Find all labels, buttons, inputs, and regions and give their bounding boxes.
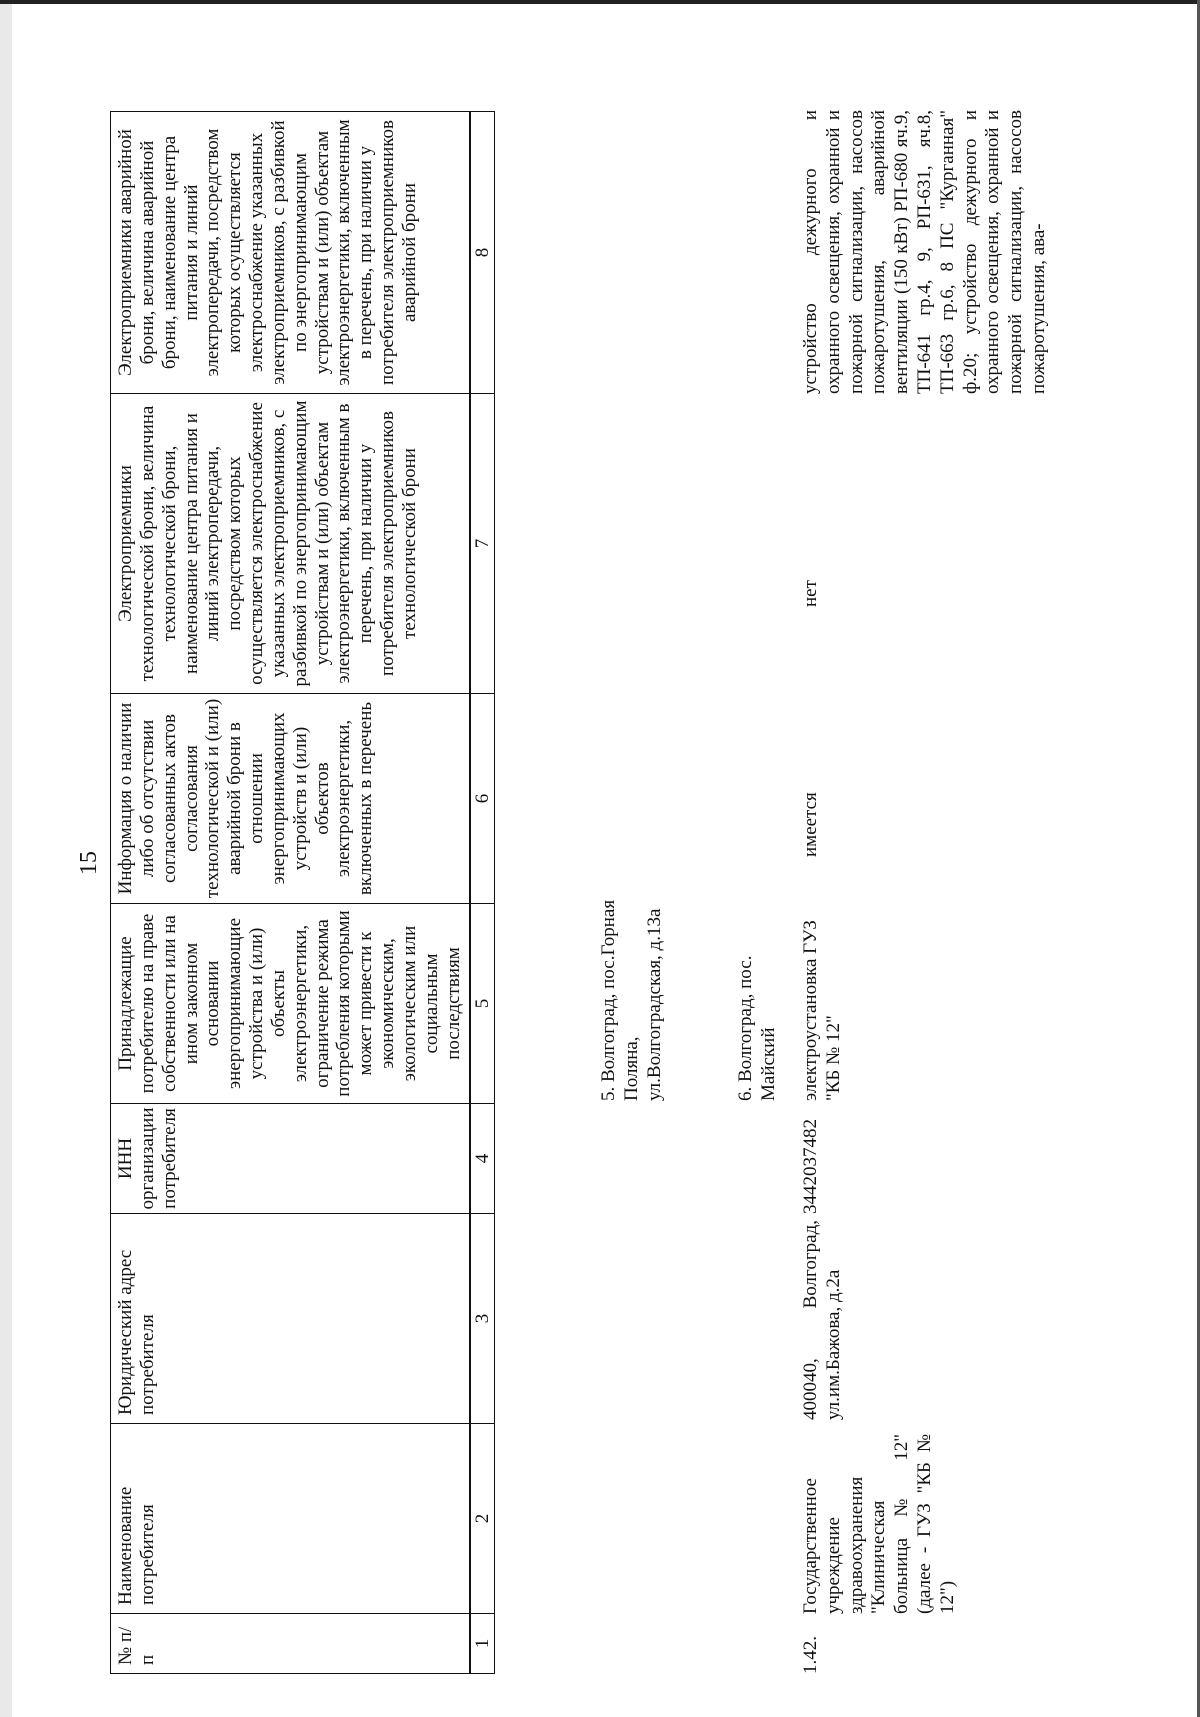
row-acts: имеется <box>800 792 821 857</box>
row-tech-reserve: нет <box>800 580 821 607</box>
header-tech-reserve: Электроприемники технологической брони, величина технологической брони, наименование центра питания и линий электропередачи, посредством которых осуществляется электроснабжение указанных электроприемников, с разбивкой по энергопринимающим устройствам и (или) объектам электроэнергетики, включенным в перечень, при наличии у потребителя электроприемников технологической брони <box>111 394 470 694</box>
col-index-2: 2 <box>470 1424 495 1614</box>
col-index-3: 3 <box>470 1214 495 1424</box>
col-index-8: 8 <box>470 112 495 394</box>
row-equipment: электроустановка ГУЗ "КБ № 12" <box>800 920 844 1101</box>
col-index-5: 5 <box>470 904 495 1104</box>
header-emergency-reserve: Электроприемники аварийной брони, величина аварийной брони, наименование центра питания и линий электропередачи, посредством которых осуществляется электроснабжение указанных электроприемников, с разбивкой по энергопринимающим устройствам и (или) объектам электроэнергетики, включенным в перечень, при наличии у потребителя электроприемников аварийной брони <box>111 112 470 394</box>
col-index-7: 7 <box>470 394 495 694</box>
col-index-4: 4 <box>470 1104 495 1214</box>
header-equipment: Принадлежащие потребителю на праве собственности или на ином законном основании энергопринимающие устройства и (или) объекты электроэнергетики, ограничение режима потребления которыми может привести к экономическим, экологическим или социальным последствиям <box>111 904 470 1104</box>
header-acts: Информация о наличии либо об отсутствии согласованных актов согласования технологической и (или) аварийной брони в отношении энергопринимающих устройств и (или) объектов электроэнергетики, включенных в перечень <box>111 694 470 904</box>
header-inn: ИНН организации потребителя <box>111 1104 470 1214</box>
col-index-1: 1 <box>470 1614 495 1674</box>
row-emergency-reserve: устройство дежурного и охранного освещения, охранной и пожарной сигнализации, насосов пожаротушения, аварийной вентиляции (150 кВт) РП-680 яч.9, ТП-641 гр.4, 9, РП-631, яч.8, ТП-663 гр.6, 8 ПС "Курганная" ф.20; устройство дежурного и охранного освещения, охранной и пожарной сигнализации, насосов пожаротушения, ава- <box>800 110 1049 394</box>
row-legal-address: 400040, Волгоград, ул.им.Бажова, д.2а <box>800 1220 844 1420</box>
continuation-address-5: 5. Волгоград, пос.Горная Поляна, ул.Волгоградская, д.13а <box>598 899 665 1101</box>
header-address: Юридический адрес потребителя <box>111 1214 470 1424</box>
column-number-row <box>470 112 495 1674</box>
continuation-address-6: 6. Волгоград, пос. Майский <box>735 955 779 1101</box>
header-table <box>110 111 495 1674</box>
header-row <box>111 112 470 1674</box>
row-consumer-name: Государственное учреждение здравоохранения "Клиническая больница № 12" (далее - ГУЗ "КБ № 12") <box>800 1434 958 1614</box>
header-name: Наименование потребителя <box>111 1424 470 1614</box>
row-inn: 3442037482 <box>800 1119 821 1214</box>
header-num: № п/п <box>111 1614 470 1674</box>
page-number: 15 <box>76 851 102 875</box>
col-index-6: 6 <box>470 694 495 904</box>
row-number: 1.42. <box>800 1636 821 1674</box>
